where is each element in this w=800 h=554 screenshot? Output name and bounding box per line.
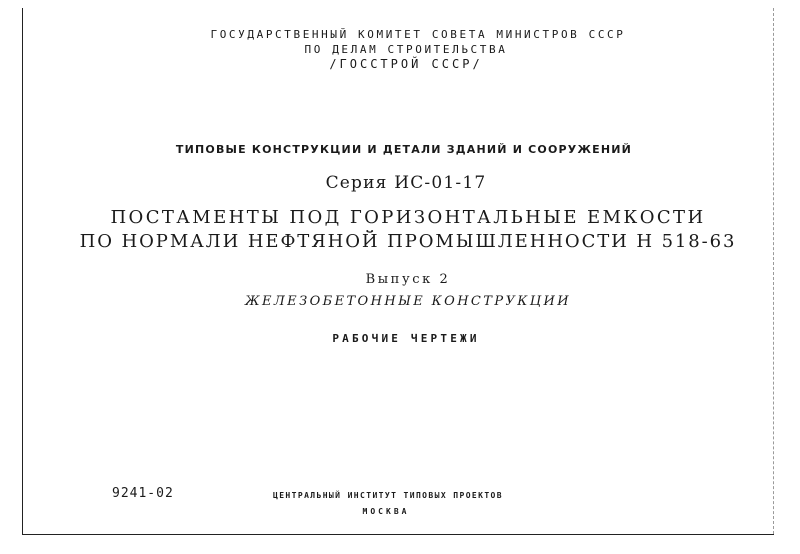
- construction-type: ЖЕЛЕЗОБЕТОННЫЕ КОНСТРУКЦИИ: [245, 294, 571, 309]
- document-title-line2: ПО НОРМАЛИ НЕФТЯНОЙ ПРОМЫШЛЕННОСТИ Н 518-63: [79, 231, 737, 252]
- org-name-line2: ПО ДЕЛАМ СТРОИТЕЛЬСТВА: [304, 43, 508, 56]
- document-topic: ТИПОВЫЕ КОНСТРУКЦИИ И ДЕТАЛИ ЗДАНИЙ И СООРУЖЕНИЙ: [175, 143, 633, 156]
- frame-right-trim-line: [773, 8, 774, 534]
- document-title-line1: ПОСТАМЕНТЫ ПОД ГОРИЗОНТАЛЬНЫЕ ЕМКОСТИ: [110, 207, 706, 228]
- issue-number: Выпуск 2: [365, 272, 451, 287]
- document-code: 9241-02: [112, 486, 174, 501]
- frame-bottom-border: [22, 534, 774, 535]
- org-abbreviation: /ГОССТРОЙ СССР/: [329, 57, 483, 71]
- frame-left-border: [22, 8, 23, 534]
- drawing-type: РАБОЧИЕ ЧЕРТЕЖИ: [332, 332, 480, 345]
- publisher-city: МОСКВА: [362, 507, 410, 516]
- org-name-line1: ГОСУДАРСТВЕННЫЙ КОМИТЕТ СОВЕТА МИНИСТРОВ СССР: [210, 28, 626, 41]
- publisher-institute: ЦЕНТРАЛЬНЫЙ ИНСТИТУТ ТИПОВЫХ ПРОЕКТОВ: [272, 491, 503, 500]
- series-number: Серия ИС-01-17: [325, 173, 487, 193]
